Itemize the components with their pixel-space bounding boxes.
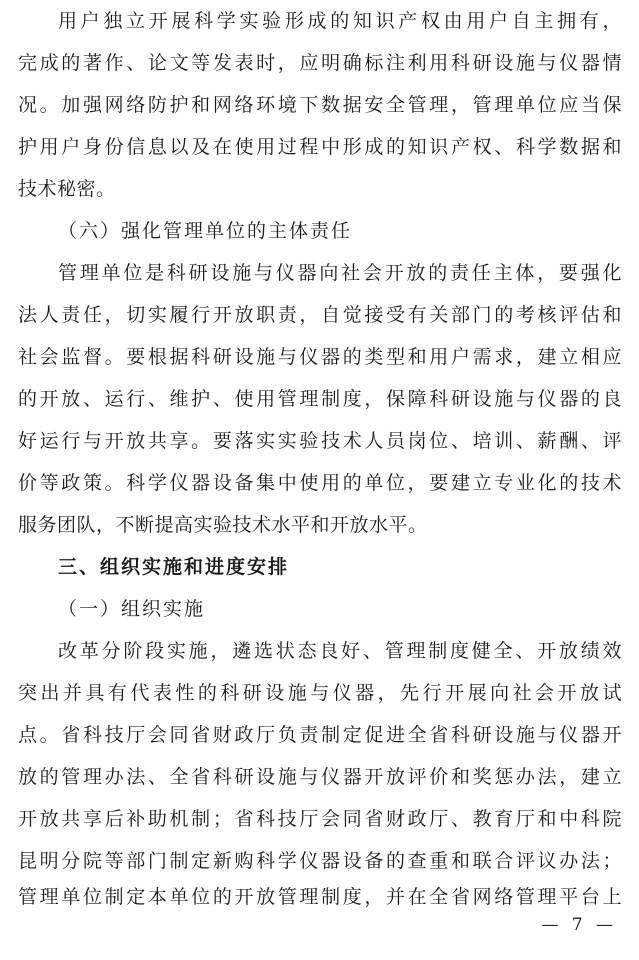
para1-line-4: 护用户身份信息以及在使用过程中形成的知识产权、科学数据和 [18,136,622,158]
para3-line-3: 点。省科技厅会同省财政厅负责制定促进全省科研设施与仪器开 [18,724,622,746]
para2-line-1: 管理单位是科研设施与仪器向社会开放的责任主体，要强化 [58,262,622,284]
para3-line-6: 昆明分院等部门制定新购科学仪器设备的查重和联合评议办法； [18,850,622,872]
page-number: — 7 — [541,915,617,935]
para2-line-7: 服务团队，不断提高实验技术水平和开放水平。 [18,514,428,536]
para2-line-2: 法人责任，切实履行开放职责，自觉接受有关部门的考核评估和 [18,304,622,326]
subheading-six: （六）强化管理单位的主体责任 [58,220,353,242]
subheading-one: （一）组织实施 [58,598,206,620]
para3-line-4: 放的管理办法、全省科研设施与仪器开放评价和奖惩办法，建立 [18,766,622,788]
para2-line-3: 社会监督。要根据科研设施与仪器的类型和用户需求，建立相应 [18,346,622,368]
para2-line-4: 的开放、运行、维护、使用管理制度，保障科研设施与仪器的良 [18,388,622,410]
para1-line-2: 完成的著作、论文等发表时，应明确标注利用科研设施与仪器情 [18,52,622,74]
para2-line-6: 价等政策。科学仪器设备集中使用的单位，要建立专业化的技术 [18,472,622,494]
para1-line-3: 况。加强网络防护和网络环境下数据安全管理，管理单位应当保 [18,94,622,116]
para3-line-1: 改革分阶段实施，遴选状态良好、管理制度健全、开放绩效 [58,640,622,662]
para1-line-1: 用户独立开展科学实验形成的知识产权由用户自主拥有， [58,10,622,32]
para1-line-5: 技术秘密。 [18,178,116,200]
section-heading-three: 三、组织实施和进度安排 [58,556,290,578]
para3-line-7: 管理单位制定本单位的开放管理制度，并在全省网络管理平台上 [18,886,622,908]
para3-line-5: 开放共享后补助机制；省科技厅会同省财政厅、教育厅和中科院 [18,808,622,830]
para3-line-2: 突出并具有代表性的科研设施与仪器，先行开展向社会开放试 [18,682,622,704]
para2-line-5: 好运行与开放共享。要落实实验技术人员岗位、培训、薪酬、评 [18,430,622,452]
